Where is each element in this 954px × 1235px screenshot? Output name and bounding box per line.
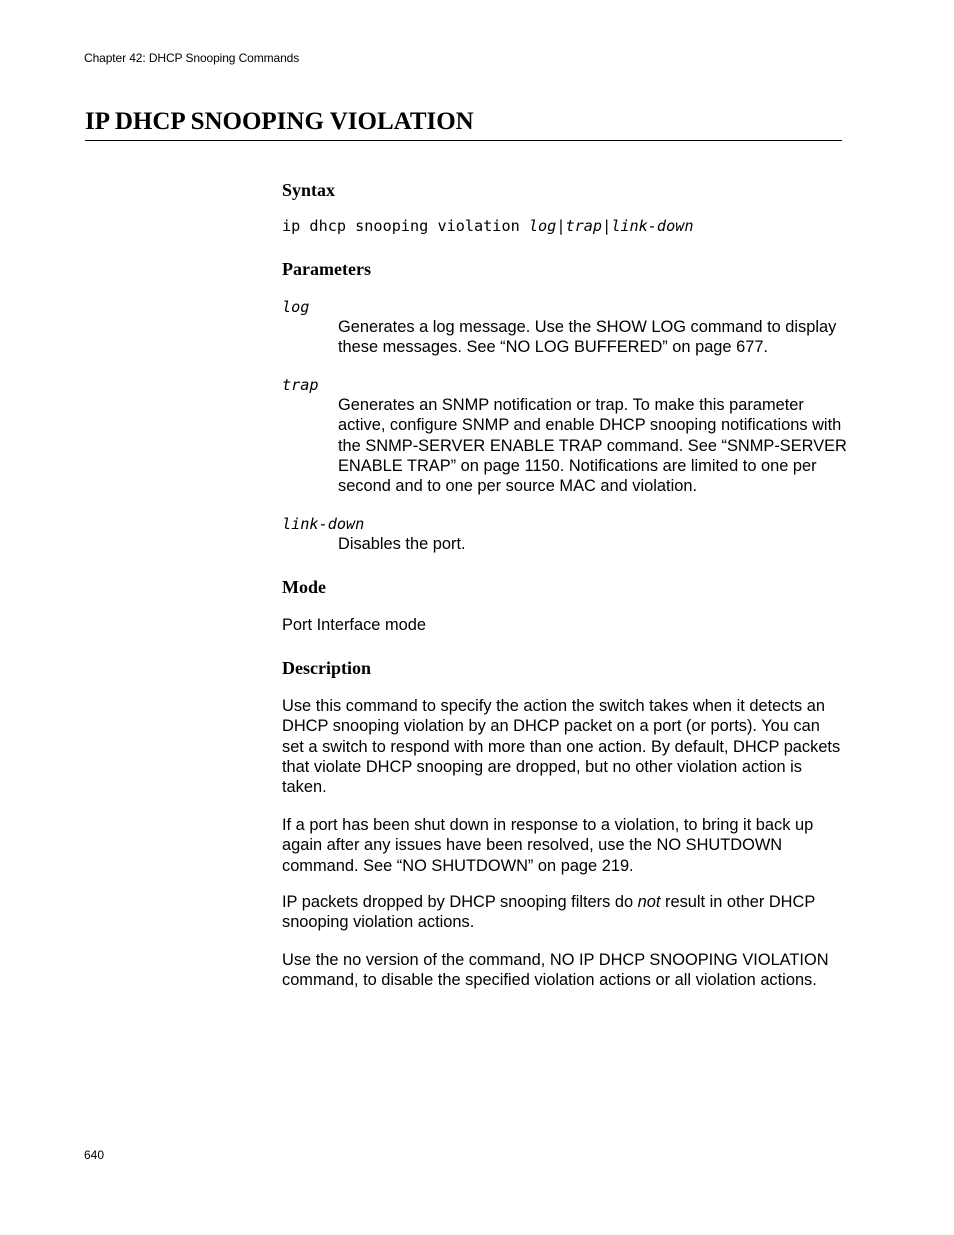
parameter-description-link-down: Disables the port. <box>338 535 466 553</box>
description-paragraph-4: Use the no version of the command, NO IP DHCP SNOOPING VIOLATION command, to disable the specified violation actions or all violation actions. <box>282 951 829 990</box>
parameter-term-log: log <box>282 298 310 316</box>
parameters-heading: Parameters <box>282 259 371 279</box>
parameter-description-log: Generates a log message. Use the SHOW LOG command to display these messages. See “NO LOG BUFFERED” on page 677. <box>338 318 837 357</box>
page-title: IP DHCP SNOOPING VIOLATION <box>85 108 474 135</box>
parameter-description-trap: Generates an SNMP notification or trap. To make this parameter active, configure SNMP and enable DHCP snooping notifications with the SNMP-SERVER ENABLE TRAP command. See “SNMP-SERVER ENABLE TRAP” on page 1150. Notifications are limited to one per second and to one per source MAC and violation. <box>338 396 847 496</box>
syntax-param-link-down: link-down <box>611 217 694 235</box>
syntax-heading: Syntax <box>282 180 336 200</box>
parameter-term-trap: trap <box>282 376 319 394</box>
syntax-param-log: log <box>528 217 557 235</box>
parameter-term-link-down: link-down <box>282 515 365 533</box>
syntax-command-text: ip dhcp snooping violation <box>282 217 529 235</box>
syntax-separator: | <box>556 217 566 235</box>
mode-text: Port Interface mode <box>282 616 426 634</box>
mode-heading: Mode <box>282 577 326 597</box>
description-paragraph-1: Use this command to specify the action the switch takes when it detects an DHCP snooping violation by an DHCP packet on a port (or ports). You can set a switch to respond with more than one action. By default, DHCP packets that violate DHCP snooping are dropped, but no other violation action is taken. <box>282 697 841 797</box>
syntax-command <box>282 216 694 236</box>
description-paragraph-3-start: IP packets dropped by DHCP snooping filters do <box>282 893 638 911</box>
description-paragraph-2: If a port has been shut down in response to a violation, to bring it back up again after any issues have been resolved, use the NO SHUTDOWN command. See “NO SHUTDOWN” on page 219. <box>282 816 814 875</box>
description-heading: Description <box>282 658 371 678</box>
syntax-separator: | <box>602 217 612 235</box>
syntax-param-trap: trap <box>565 217 603 235</box>
page-number: 640 <box>84 1148 105 1162</box>
description-paragraph-3-end: result in other DHCP snooping violation actions. <box>282 893 815 932</box>
running-header: Chapter 42: DHCP Snooping Commands <box>84 51 300 65</box>
description-paragraph-3 <box>282 892 844 933</box>
emphasis-not: not <box>637 893 661 911</box>
title-rule <box>85 140 842 141</box>
